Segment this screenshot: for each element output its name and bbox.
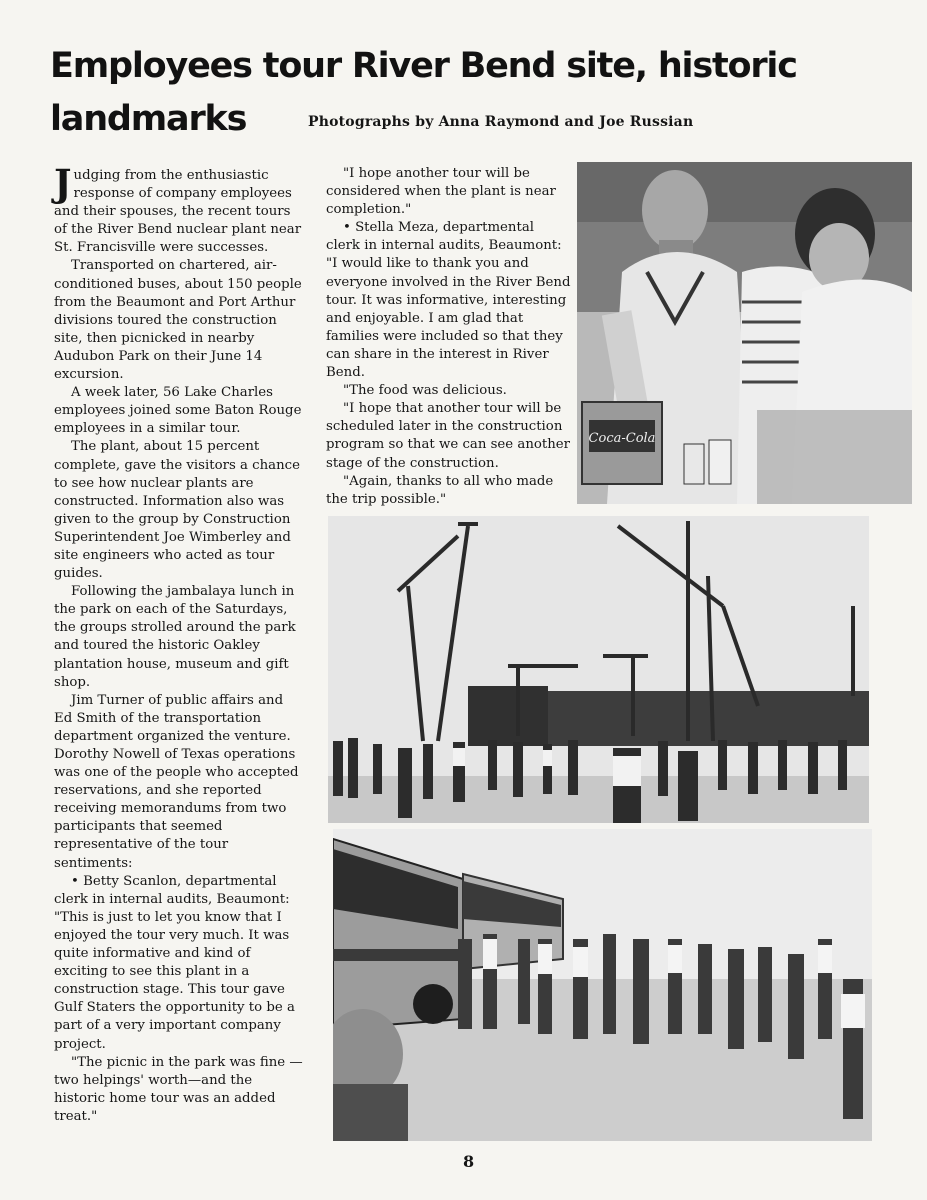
paragraph-scheduled: "I hope that another tour will be scheduled later in the construction program so that we can see another stage of the construction. — [326, 401, 571, 471]
photo-credit: Photographs by Anna Raymond and Joe Russian — [308, 114, 694, 130]
page-number: 8 — [463, 1152, 475, 1171]
photo-construction-site — [328, 516, 869, 823]
paragraph-transport: Transported on chartered, air-conditioned buses, about 150 people from the Beaumont and Port Arthur divisions toured the construction site, then picnicked in nearby Audubon Park on their June 14 excursion. — [54, 258, 302, 383]
paragraph-jambalaya: Following the jambalaya lunch in the park on each of the Saturdays, the groups strolled around the park and toured the historic Oakley plantation house, museum and gift shop. — [54, 584, 296, 690]
paragraph-thanks: "Again, thanks to all who made the trip possible." — [326, 473, 554, 507]
coca-cola-logo: Coca-Cola — [588, 431, 656, 446]
article-column-2 — [326, 165, 571, 509]
paragraph-scanlon-quote: • Betty Scanlon, departmental clerk in internal audits, Beaumont: "This is just to let you know that I enjoyed the tour very much. It was quite informative and kind of exciting to see this plant in a construction stage. This tour gave Gulf Staters the opportunity to be a part of a very important company project. — [54, 873, 295, 1052]
paragraph-plant: The plant, about 15 percent complete, gave the visitors a chance to see how nuclear plants are constructed. Information also was given to the group by Construction Superintendent Joe Wimberley and site engineers who acted as tour guides. — [54, 439, 300, 582]
opening-paragraph-text: udging from the enthusiastic response of company employees and their spouses, the recent tours of the River Bend nuclear plant near St. Francisville were successes. — [54, 168, 302, 256]
paragraph-picnic-quote: "The picnic in the park was fine —two helpings' worth—and the historic home tour was an added treat." — [54, 1054, 303, 1124]
paragraph-meza-quote: • Stella Meza, departmental clerk in internal audits, Beaumont: "I would like to thank you and everyone involved in the River Bend tour. It was informative, interesting and enjoyable. I am glad that families were included so that they can share in the interest in River Bend. — [326, 220, 571, 381]
paragraph-another-tour: "I hope another tour will be considered when the plant is near completion." — [326, 166, 556, 218]
photo-employees-at-cooler — [577, 162, 912, 504]
drop-cap: J — [54, 161, 72, 205]
photo-tour-group-bus — [333, 829, 872, 1141]
paragraph-lake-charles: A week later, 56 Lake Charles employees joined some Baton Rouge employees in a similar tour. — [54, 385, 302, 437]
article-column-1 — [54, 161, 304, 1126]
paragraph-organizers: Jim Turner of public affairs and Ed Smith of the transportation department organized the venture. Dorothy Nowell of Texas operations was one of the people who accepted reservations, and she reported receiving memorandums from two participants that seemed representative of the tour sentiments: — [54, 692, 299, 871]
article-headline: Employees tour River Bend site, historic landmarks — [50, 46, 797, 139]
opening-paragraph — [54, 161, 304, 257]
paragraph-food: "The food was delicious. — [343, 383, 507, 399]
